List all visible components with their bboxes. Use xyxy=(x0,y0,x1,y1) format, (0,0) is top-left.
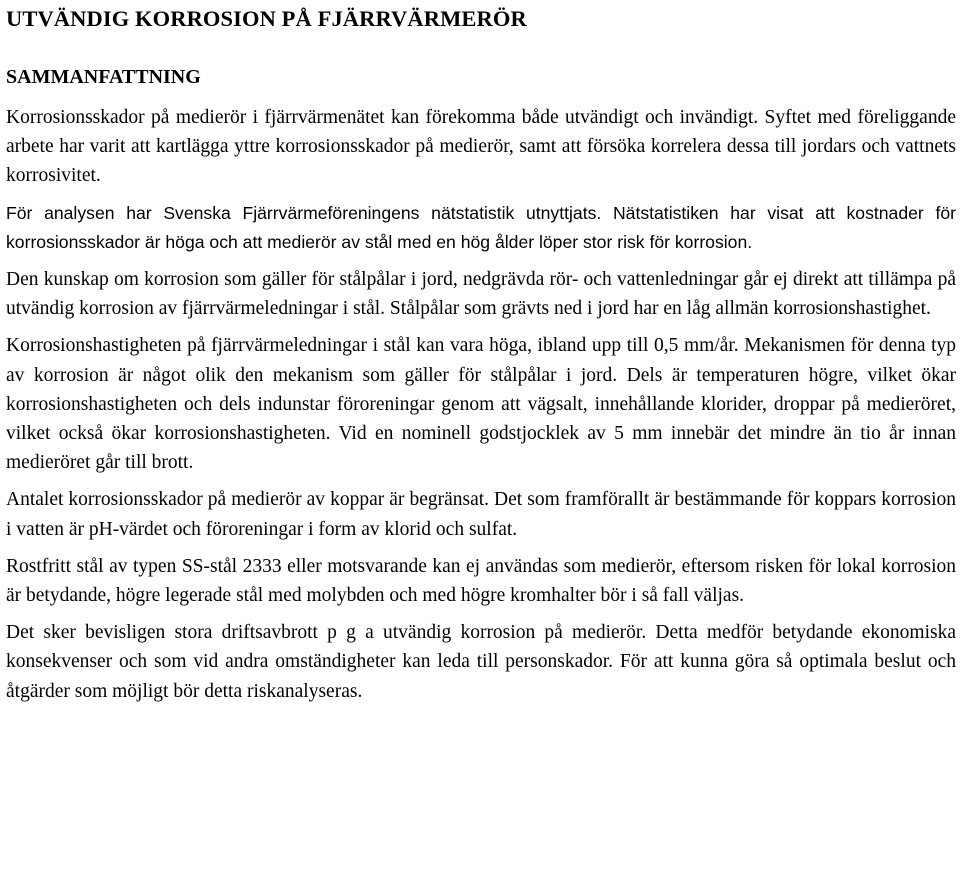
section-heading: SAMMANFATTNING xyxy=(6,66,201,88)
paragraph-knowledge: Den kunskap om korrosion som gäller för stålpålar i jord, nedgrävda rör- och vattenledningar går ej direkt att tillämpa på utvändig korrosion av fjärrvärmeledningar i stål. Stålpålar som grävts ned i jord har en låg allmän korrosionshastighet. xyxy=(6,269,956,320)
paragraph-statistics: För analysen har Svenska Fjärrvärmeföreningens nätstatistik utnyttjats. Nätstatistiken har visat att kostnader för korrosionsskador är höga och att medierör av stål med en hög ålder löper stor risk för korrosion. xyxy=(6,202,956,252)
paragraph-corrosion-rate: Korrosionshastigheten på fjärrvärmeledningar i stål kan vara höga, ibland upp till 0,5 mm/år. Mekanismen för denna typ av korrosion är något olik den mekanism som gäller för stålpålar i jord. Dels är temperaturen högre, vilket ökar korrosionshastigheten och dels indunstar föroreningar genom att vägsalt, innehållande klorider, droppar på medieröret, vilket också ökar korrosionshastigheten. Vid en nominell godstjocklek av 5 mm innebär det mindre än tio år innan medieröret går till brott. xyxy=(6,335,956,474)
paragraph-intro: Korrosionsskador på medierör i fjärrvärmenätet kan förekomma både utvändigt och invändigt. Syftet med föreliggande arbete har varit att kartlägga yttre korrosionsskador på medierör, samt att försöka korrelera dessa till jordars och vattnets korrosivitet. xyxy=(6,107,956,187)
paragraph-stainless-steel: Rostfritt stål av typen SS-stål 2333 eller motsvarande kan ej användas som medierör, eftersom risken för lokal korrosion är betydande, högre legerade stål med molybden och med högre kromhalter bör i så fall väljas. xyxy=(6,555,956,607)
paragraph-risk-analysis: Det sker bevisligen stora driftsavbrott p g a utvändig korrosion på medierör. Detta medför betydande ekonomiska konsekvenser och som vid andra omständigheter kan leda till personskador. För att kunna göra så optimala beslut och åtgärder som möjligt bör detta riskanalyseras. xyxy=(6,622,956,702)
document-page xyxy=(6,0,956,706)
paragraph-copper: Antalet korrosionsskador på medierör av koppar är begränsat. Det som framförallt är bestämmande för koppars korrosion i vatten är pH-värdet och föroreningar i form av klorid och sulfat. xyxy=(6,489,956,540)
document-title: UTVÄNDIG KORROSION PÅ FJÄRRVÄRMERÖR xyxy=(6,6,527,31)
